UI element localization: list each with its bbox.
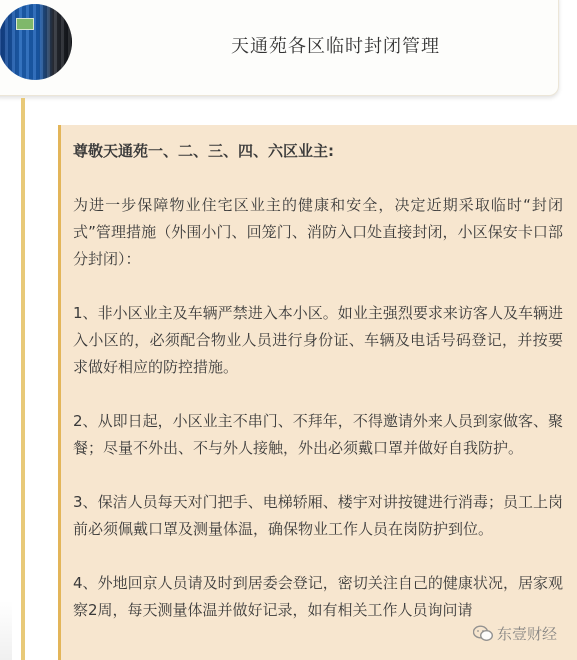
notice-item: 3、保洁人员每天对门把手、电梯轿厢、楼宇对讲按键进行消毒；员工上岗前必须佩戴口罩及测量体温，确保物业工作人员在岗防护到位。: [73, 493, 563, 538]
notice-item: 1、非小区业主及车辆严禁进入本小区。如业主强烈要求来访客人及车辆进入小区的，必须配合物业人员进行身份证、车辆及电话号码登记，并按要求做好相应的防控措施。: [73, 304, 563, 376]
quote-left-rule: [21, 98, 25, 660]
wechat-icon: [473, 625, 493, 642]
avatar-fence-texture: [0, 4, 72, 80]
edge-shadow: [0, 600, 12, 660]
notice-item: 2、从即日起，小区业主不串门、不拜年，不得邀请外来人员到家做客、聚餐；尽量不外出、不与外人接触，外出必须戴口罩并做好自我防护。: [73, 412, 563, 457]
notice-content: [58, 125, 577, 660]
watermark-text: 东壹财经: [497, 624, 558, 643]
notice-intro: 为进一步保障物业住宅区业主的健康和安全，决定近期采取临时“封闭式”管理措施（外围小门、回笼门、消防入口处直接封闭，小区保安卡口部分封闭）：: [73, 196, 563, 268]
notice-item: 4、外地回京人员请及时到居委会登记，密切关注自己的健康状况，居家观察2周，每天测量体温并做好记录，如有相关工作人员询问请: [73, 574, 563, 619]
avatar[interactable]: [0, 4, 72, 80]
source-watermark: [473, 622, 557, 644]
notice-salutation: 尊敬天通苑一、二、三、四、六区业主:: [73, 142, 335, 160]
avatar-sign: [16, 18, 34, 30]
page-title: 天通苑各区临时封闭管理: [231, 36, 440, 57]
